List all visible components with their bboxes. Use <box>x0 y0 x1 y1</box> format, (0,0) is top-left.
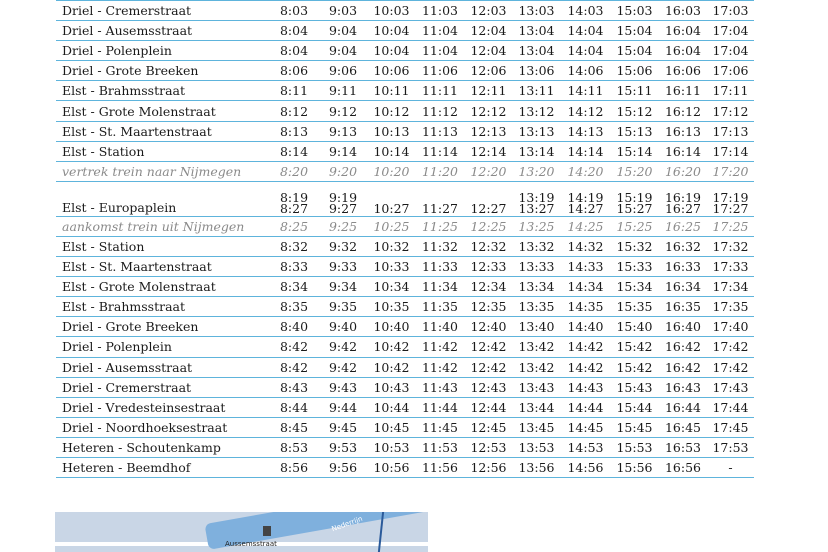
departure-time: 10:42 <box>368 357 415 377</box>
departure-time: 13:04 <box>512 21 561 41</box>
departure-time: 14:13 <box>561 121 610 141</box>
departure-time: 10:11 <box>368 81 415 101</box>
departure-time: 17:34 <box>707 277 754 297</box>
stop-row <box>56 417 754 437</box>
departure-time: 13:27 <box>518 200 555 216</box>
departure-time: 10:13 <box>368 121 415 141</box>
departure-time: 15:34 <box>610 277 659 297</box>
departure-time: 15:20 <box>610 161 659 181</box>
departure-time: 16:32 <box>659 236 707 256</box>
departure-time: 14:32 <box>561 236 610 256</box>
departure-time: 12:04 <box>465 41 512 61</box>
departure-time: 8:56 <box>270 457 318 477</box>
departure-time: 13:33 <box>512 257 561 277</box>
train-connection-row <box>56 216 754 236</box>
departure-time: 14:11 <box>561 81 610 101</box>
departure-time: 17:12 <box>707 101 754 121</box>
departure-time: 15:32 <box>610 236 659 256</box>
departure-time: 15:25 <box>610 216 659 236</box>
departure-time: 12:34 <box>465 277 512 297</box>
departure-time: 10:03 <box>368 1 415 21</box>
departure-time: 14:42 <box>561 337 610 357</box>
departure-time: 9:34 <box>318 277 368 297</box>
departure-time: 8:25 <box>270 216 318 236</box>
departure-time: 11:33 <box>415 257 465 277</box>
departure-time: 12:40 <box>465 317 512 337</box>
departure-time: 16:43 <box>659 377 707 397</box>
departure-time: 12:44 <box>465 397 512 417</box>
departure-time: 15:11 <box>610 81 659 101</box>
departure-time: 10:27 <box>373 200 410 216</box>
departure-time: 10:34 <box>368 277 415 297</box>
departure-time: 12:45 <box>465 417 512 437</box>
departure-time: 17:32 <box>707 236 754 256</box>
river-label: Nederrijn <box>330 514 364 534</box>
stop-row <box>56 317 754 337</box>
arrival-time: 9:19 <box>328 189 358 205</box>
departure-time: 8:12 <box>270 101 318 121</box>
stop-row <box>56 101 754 121</box>
departure-time: 10:43 <box>368 377 415 397</box>
departure-time: 8:42 <box>270 357 318 377</box>
departure-time: 9:03 <box>318 1 368 21</box>
departure-time: 9:45 <box>318 417 368 437</box>
departure-time: 14:35 <box>561 297 610 317</box>
stop-row <box>56 121 754 141</box>
departure-time: 17:04 <box>707 21 754 41</box>
stop-row <box>56 377 754 397</box>
departure-time: 12:32 <box>465 236 512 256</box>
departure-time: 8:34 <box>270 277 318 297</box>
departure-time: 17:13 <box>707 121 754 141</box>
train-connection-row <box>56 161 754 181</box>
departure-time: 11:56 <box>415 457 465 477</box>
departure-time: 9:43 <box>318 377 368 397</box>
departure-time: 9:12 <box>318 101 368 121</box>
stop-row <box>56 61 754 81</box>
departure-time: 10:40 <box>368 317 415 337</box>
stop-name: Elst - Grote Molenstraat <box>56 277 270 297</box>
departure-time: 10:20 <box>368 161 415 181</box>
departure-time: 15:53 <box>610 437 659 457</box>
departure-time: 13:42 <box>512 357 561 377</box>
departure-time: 16:40 <box>659 317 707 337</box>
departure-time: 17:03 <box>707 1 754 21</box>
departure-time: 14:34 <box>561 277 610 297</box>
stop-name: Elst - Brahmsstraat <box>56 297 270 317</box>
departure-time <box>270 181 318 216</box>
departure-time: 9:04 <box>318 41 368 61</box>
stop-name: Heteren - Schoutenkamp <box>56 437 270 457</box>
departure-time: 16:33 <box>659 257 707 277</box>
departure-time: 15:14 <box>610 141 659 161</box>
stop-row <box>56 357 754 377</box>
departure-time: 9:14 <box>318 141 368 161</box>
departure-time: 15:06 <box>610 61 659 81</box>
departure-time: 15:04 <box>610 21 659 41</box>
departure-time: 13:04 <box>512 41 561 61</box>
stop-row <box>56 141 754 161</box>
departure-time: 8:43 <box>270 377 318 397</box>
departure-time: 12:56 <box>465 457 512 477</box>
departure-time: 15:42 <box>610 337 659 357</box>
departure-time: 10:33 <box>368 257 415 277</box>
departure-time <box>610 181 659 216</box>
departure-time: 11:12 <box>415 101 465 121</box>
departure-time: 10:12 <box>368 101 415 121</box>
departure-time: 11:53 <box>415 437 465 457</box>
departure-time: 13:06 <box>512 61 561 81</box>
departure-time: 9:44 <box>318 397 368 417</box>
departure-time: 10:44 <box>368 397 415 417</box>
departure-time: 17:11 <box>707 81 754 101</box>
stop-name: Driel - Ausemsstraat <box>56 21 270 41</box>
departure-time: 13:42 <box>512 337 561 357</box>
departure-time: 17:14 <box>707 141 754 161</box>
departure-time: 15:03 <box>610 1 659 21</box>
departure-time: 17:20 <box>707 161 754 181</box>
departure-time: 10:06 <box>368 61 415 81</box>
departure-time: 17:27 <box>712 200 749 216</box>
departure-time: 8:04 <box>270 21 318 41</box>
departure-time: 17:06 <box>707 61 754 81</box>
departure-time: 12:43 <box>465 377 512 397</box>
stop-name: Driel - Cremerstraat <box>56 1 270 21</box>
stop-name: aankomst trein uit Nijmegen <box>56 216 270 236</box>
stop-row <box>56 21 754 41</box>
departure-time: 14:56 <box>561 457 610 477</box>
departure-time: 9:53 <box>318 437 368 457</box>
departure-time: 15:43 <box>610 377 659 397</box>
stop-name: vertrek trein naar Nijmegen <box>56 161 270 181</box>
departure-time: 12:12 <box>465 101 512 121</box>
departure-time: 17:35 <box>707 297 754 317</box>
departure-time: 8:45 <box>270 417 318 437</box>
departure-time: 14:43 <box>561 377 610 397</box>
stop-row <box>56 277 754 297</box>
departure-time: 13:25 <box>512 216 561 236</box>
departure-time: 9:04 <box>318 21 368 41</box>
departure-time: 12:27 <box>470 200 507 216</box>
departure-time: 14:12 <box>561 101 610 121</box>
departure-time: 16:45 <box>659 417 707 437</box>
departure-time: 11:40 <box>415 317 465 337</box>
departure-time: 13:53 <box>512 437 561 457</box>
departure-time: 11:32 <box>415 236 465 256</box>
departure-time: 15:13 <box>610 121 659 141</box>
departure-time: 14:40 <box>561 317 610 337</box>
route-map <box>55 512 428 552</box>
departure-time: 10:04 <box>368 41 415 61</box>
stop-name: Elst - St. Maartenstraat <box>56 257 270 277</box>
departure-time: 9:40 <box>318 317 368 337</box>
departure-time: 16:25 <box>659 216 707 236</box>
departure-time: 8:06 <box>270 61 318 81</box>
stop-row <box>56 337 754 357</box>
departure-time: 10:25 <box>368 216 415 236</box>
arrival-time: 13:19 <box>518 189 555 205</box>
departure-time: - <box>707 457 754 477</box>
departure-time: 13:45 <box>512 417 561 437</box>
departure-time: 11:11 <box>415 81 465 101</box>
departure-time: 9:20 <box>318 161 368 181</box>
departure-time: 9:27 <box>328 200 358 216</box>
departure-time: 11:44 <box>415 397 465 417</box>
departure-time: 15:42 <box>610 357 659 377</box>
street-label: Aussemsstraat <box>225 540 277 548</box>
stop-name: Driel - Polenplein <box>56 337 270 357</box>
bus-timetable <box>56 0 754 478</box>
departure-time: 14:27 <box>567 200 604 216</box>
stop-row <box>56 397 754 417</box>
departure-time: 11:04 <box>415 21 465 41</box>
departure-time: 16:56 <box>659 457 707 477</box>
departure-time: 9:42 <box>318 337 368 357</box>
departure-time: 13:14 <box>512 141 561 161</box>
departure-time: 16:11 <box>659 81 707 101</box>
departure-time: 14:33 <box>561 257 610 277</box>
departure-time: 14:45 <box>561 417 610 437</box>
stop-name: Elst - St. Maartenstraat <box>56 121 270 141</box>
stop-row <box>56 1 754 21</box>
departure-time: 8:14 <box>270 141 318 161</box>
stop-name: Elst - Station <box>56 236 270 256</box>
departure-time: 11:45 <box>415 417 465 437</box>
stop-name: Elst - Brahmsstraat <box>56 81 270 101</box>
arrival-time: 15:19 <box>616 189 653 205</box>
departure-time: 14:53 <box>561 437 610 457</box>
departure-time <box>368 181 415 216</box>
departure-time: 8:11 <box>270 81 318 101</box>
departure-time: 9:42 <box>318 357 368 377</box>
departure-time: 13:03 <box>512 1 561 21</box>
departure-time <box>561 181 610 216</box>
departure-time: 13:11 <box>512 81 561 101</box>
departure-time: 17:04 <box>707 41 754 61</box>
departure-time: 14:06 <box>561 61 610 81</box>
departure-time: 13:12 <box>512 101 561 121</box>
departure-time: 11:27 <box>421 200 459 216</box>
departure-time: 13:20 <box>512 161 561 181</box>
castle-icon <box>263 526 271 536</box>
departure-time: 14:20 <box>561 161 610 181</box>
stop-row <box>56 457 754 477</box>
stop-row <box>56 437 754 457</box>
departure-time: 13:13 <box>512 121 561 141</box>
departure-time: 17:40 <box>707 317 754 337</box>
departure-time: 10:42 <box>368 337 415 357</box>
departure-time: 16:14 <box>659 141 707 161</box>
departure-time: 9:11 <box>318 81 368 101</box>
departure-time: 13:43 <box>512 377 561 397</box>
departure-time: 12:20 <box>465 161 512 181</box>
departure-time: 11:13 <box>415 121 465 141</box>
stop-name: Elst - Grote Molenstraat <box>56 101 270 121</box>
departure-time: 17:33 <box>707 257 754 277</box>
departure-time: 9:35 <box>318 297 368 317</box>
departure-time: 16:42 <box>659 357 707 377</box>
departure-time: 16:35 <box>659 297 707 317</box>
departure-time: 16:34 <box>659 277 707 297</box>
departure-time: 15:33 <box>610 257 659 277</box>
departure-time: 11:34 <box>415 277 465 297</box>
departure-time: 14:04 <box>561 21 610 41</box>
departure-time: 15:45 <box>610 417 659 437</box>
departure-time <box>415 181 465 216</box>
departure-time: 10:35 <box>368 297 415 317</box>
departure-time: 17:42 <box>707 337 754 357</box>
departure-time: 11:14 <box>415 141 465 161</box>
arrival-time: 8:19 <box>279 189 309 205</box>
departure-time: 13:35 <box>512 297 561 317</box>
departure-time: 12:35 <box>465 297 512 317</box>
stop-name: Driel - Vredesteinsestraat <box>56 397 270 417</box>
stop-name: Driel - Cremerstraat <box>56 377 270 397</box>
arrival-time: 17:19 <box>712 189 749 205</box>
stop-name: Driel - Grote Breeken <box>56 317 270 337</box>
departure-time: 15:04 <box>610 41 659 61</box>
departure-time: 12:14 <box>465 141 512 161</box>
departure-time: 8:44 <box>270 397 318 417</box>
departure-time: 13:44 <box>512 397 561 417</box>
departure-time: 17:25 <box>707 216 754 236</box>
departure-time: 16:27 <box>664 200 702 216</box>
departure-time: 12:33 <box>465 257 512 277</box>
departure-time: 17:43 <box>707 377 754 397</box>
stop-name: Heteren - Beemdhof <box>56 457 270 477</box>
departure-time: 11:42 <box>415 337 465 357</box>
departure-time: 8:03 <box>270 1 318 21</box>
departure-time <box>512 181 561 216</box>
departure-time: 11:04 <box>415 41 465 61</box>
departure-time: 8:33 <box>270 257 318 277</box>
departure-time: 11:25 <box>415 216 465 236</box>
departure-time: 13:32 <box>512 236 561 256</box>
departure-time: 12:53 <box>465 437 512 457</box>
departure-time: 14:44 <box>561 397 610 417</box>
departure-time: 8:42 <box>270 337 318 357</box>
departure-time <box>465 181 512 216</box>
departure-time: 14:42 <box>561 357 610 377</box>
departure-time: 12:11 <box>465 81 512 101</box>
departure-time: 12:03 <box>465 1 512 21</box>
departure-time: 15:56 <box>610 457 659 477</box>
departure-time: 15:12 <box>610 101 659 121</box>
departure-time: 12:25 <box>465 216 512 236</box>
stop-row <box>56 297 754 317</box>
departure-time: 16:06 <box>659 61 707 81</box>
departure-time: 14:04 <box>561 41 610 61</box>
departure-time: 14:14 <box>561 141 610 161</box>
departure-time: 9:32 <box>318 236 368 256</box>
stop-row <box>56 41 754 61</box>
departure-time: 10:04 <box>368 21 415 41</box>
departure-time: 8:20 <box>270 161 318 181</box>
departure-time: 13:34 <box>512 277 561 297</box>
departure-time: 8:53 <box>270 437 318 457</box>
departure-time: 14:03 <box>561 1 610 21</box>
stop-row <box>56 236 754 256</box>
departure-time: 10:32 <box>368 236 415 256</box>
departure-time: 12:42 <box>465 357 512 377</box>
departure-time: 13:56 <box>512 457 561 477</box>
departure-time: 17:44 <box>707 397 754 417</box>
departure-time: 17:53 <box>707 437 754 457</box>
departure-time: 12:13 <box>465 121 512 141</box>
departure-time: 8:27 <box>279 200 309 216</box>
departure-time: 16:04 <box>659 21 707 41</box>
departure-time: 12:04 <box>465 21 512 41</box>
stop-name: Elst - Station <box>56 141 270 161</box>
departure-time <box>707 181 754 216</box>
departure-time: 16:04 <box>659 41 707 61</box>
departure-time: 16:12 <box>659 101 707 121</box>
stop-name: Driel - Polenplein <box>56 41 270 61</box>
stop-name: Elst - Europaplein <box>56 181 270 216</box>
departure-time: 11:06 <box>415 61 465 81</box>
departure-time: 12:42 <box>465 337 512 357</box>
departure-time: 10:56 <box>368 457 415 477</box>
departure-time: 9:13 <box>318 121 368 141</box>
departure-time: 9:06 <box>318 61 368 81</box>
departure-time: 9:33 <box>318 257 368 277</box>
departure-time: 11:42 <box>415 357 465 377</box>
departure-time <box>318 181 368 216</box>
departure-time: 11:35 <box>415 297 465 317</box>
departure-time <box>659 181 707 216</box>
departure-time: 10:53 <box>368 437 415 457</box>
stop-name: Driel - Ausemsstraat <box>56 357 270 377</box>
departure-time: 10:14 <box>368 141 415 161</box>
departure-time: 11:43 <box>415 377 465 397</box>
departure-time: 9:56 <box>318 457 368 477</box>
departure-time: 15:44 <box>610 397 659 417</box>
departure-time: 15:27 <box>616 200 653 216</box>
stop-row <box>56 81 754 101</box>
departure-time: 11:03 <box>415 1 465 21</box>
departure-time: 8:13 <box>270 121 318 141</box>
departure-time: 8:32 <box>270 236 318 256</box>
departure-time: 16:20 <box>659 161 707 181</box>
departure-time: 16:44 <box>659 397 707 417</box>
departure-time: 17:42 <box>707 357 754 377</box>
departure-time: 15:35 <box>610 297 659 317</box>
departure-time: 15:40 <box>610 317 659 337</box>
departure-time: 16:13 <box>659 121 707 141</box>
departure-time: 8:04 <box>270 41 318 61</box>
arrival-time: 16:19 <box>664 189 702 205</box>
departure-time: 14:25 <box>561 216 610 236</box>
departure-time: 17:45 <box>707 417 754 437</box>
stop-name: Driel - Grote Breeken <box>56 61 270 81</box>
departure-time: 8:35 <box>270 297 318 317</box>
departure-time: 8:40 <box>270 317 318 337</box>
departure-time: 12:06 <box>465 61 512 81</box>
departure-time: 11:20 <box>415 161 465 181</box>
departure-time: 13:40 <box>512 317 561 337</box>
stop-name: Driel - Noordhoeksestraat <box>56 417 270 437</box>
departure-time: 10:45 <box>368 417 415 437</box>
departure-time: 9:25 <box>318 216 368 236</box>
departure-time: 16:42 <box>659 337 707 357</box>
stop-row <box>56 257 754 277</box>
departure-time: 16:03 <box>659 1 707 21</box>
arrival-time: 14:19 <box>567 189 604 205</box>
departure-time: 16:53 <box>659 437 707 457</box>
stop-row <box>56 181 754 216</box>
